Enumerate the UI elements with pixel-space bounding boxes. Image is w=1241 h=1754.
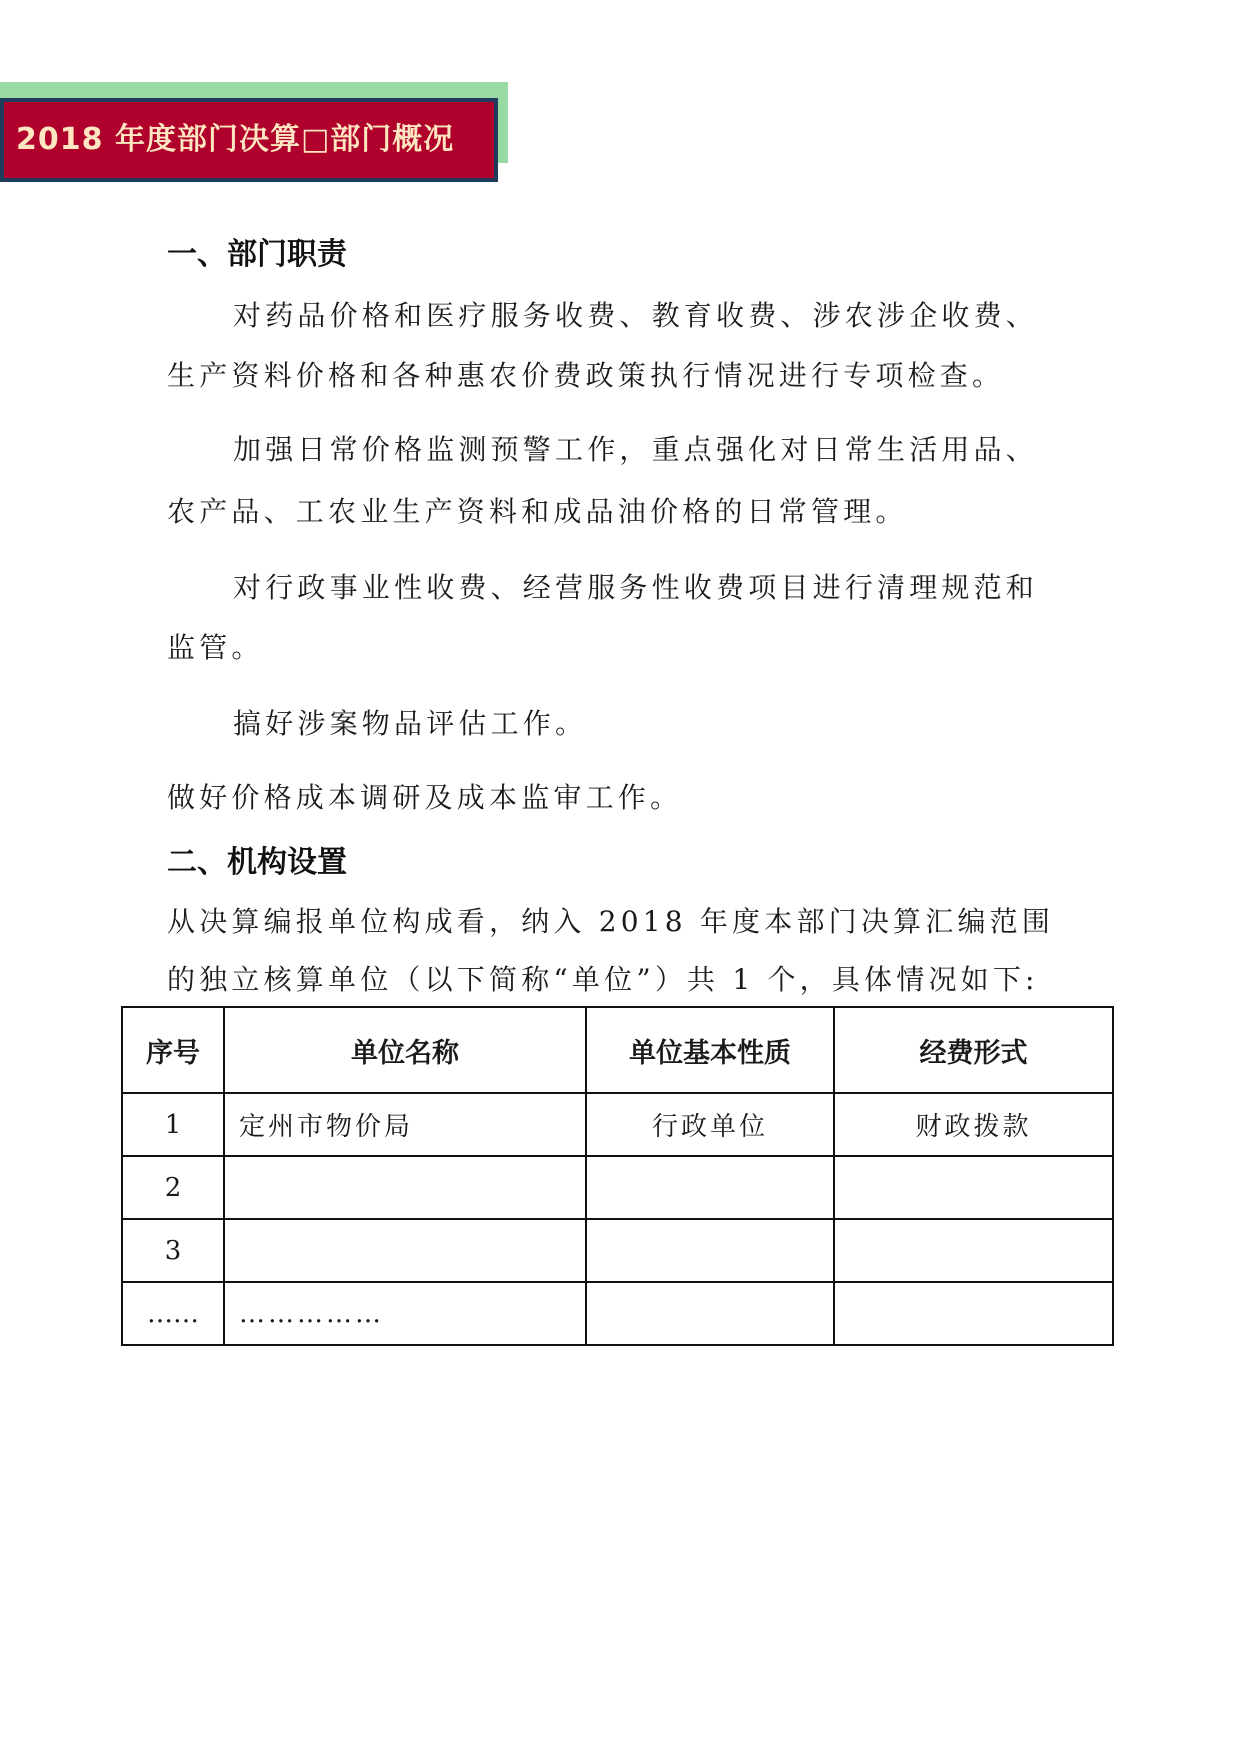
units-table bbox=[121, 1006, 1114, 1346]
paragraph-line: 做好价格成本调研及成本监审工作。 bbox=[167, 781, 683, 814]
cell-unit-nature bbox=[586, 1219, 834, 1282]
title-banner bbox=[0, 98, 498, 182]
table-row bbox=[122, 1282, 1113, 1345]
cell-index: …… bbox=[122, 1282, 224, 1345]
section-heading-organization: 二、机构设置 bbox=[167, 845, 347, 880]
header-funding-form: 经费形式 bbox=[834, 1007, 1113, 1093]
cell-index: 2 bbox=[122, 1156, 224, 1219]
intro-line: 的独立核算单位（以下简称“单位”）共 1 个，具体情况如下: bbox=[167, 963, 1039, 996]
paragraph-line: 搞好涉案物品评估工作。 bbox=[233, 707, 588, 740]
cell-unit-name bbox=[224, 1219, 586, 1282]
cell-funding-form bbox=[834, 1219, 1113, 1282]
table-header-row bbox=[122, 1007, 1113, 1093]
section-heading-duties: 一、部门职责 bbox=[167, 237, 347, 272]
paragraph-line: 生产资料价格和各种惠农价费政策执行情况进行专项检查。 bbox=[167, 359, 1005, 392]
header-index: 序号 bbox=[122, 1007, 224, 1093]
cell-funding-form bbox=[834, 1282, 1113, 1345]
table-row bbox=[122, 1156, 1113, 1219]
cell-unit-nature bbox=[586, 1156, 834, 1219]
header-unit-nature: 单位基本性质 bbox=[586, 1007, 834, 1093]
cell-funding-form: 财政拨款 bbox=[834, 1093, 1113, 1156]
paragraph-line: 对药品价格和医疗服务收费、教育收费、涉农涉企收费、 bbox=[233, 299, 1039, 332]
paragraph-line: 加强日常价格监测预警工作，重点强化对日常生活用品、 bbox=[233, 433, 1039, 466]
cell-unit-nature bbox=[586, 1282, 834, 1345]
cell-unit-name: …………… bbox=[224, 1282, 586, 1345]
cell-index: 3 bbox=[122, 1219, 224, 1282]
cell-unit-nature: 行政单位 bbox=[586, 1093, 834, 1156]
cell-index: 1 bbox=[122, 1093, 224, 1156]
page-title: 2018 年度部门决算□部门概况 bbox=[16, 122, 455, 157]
cell-funding-form bbox=[834, 1156, 1113, 1219]
paragraph-line: 农产品、工农业生产资料和成品油价格的日常管理。 bbox=[167, 495, 908, 528]
intro-line: 从决算编报单位构成看，纳入 2018 年度本部门决算汇编范围 bbox=[167, 905, 1055, 938]
cell-unit-name bbox=[224, 1156, 586, 1219]
paragraph-line: 对行政事业性收费、经营服务性收费项目进行清理规范和 bbox=[233, 571, 1039, 604]
paragraph-line: 监管。 bbox=[167, 631, 264, 664]
header-unit-name: 单位名称 bbox=[224, 1007, 586, 1093]
table-row bbox=[122, 1219, 1113, 1282]
table-row bbox=[122, 1093, 1113, 1156]
cell-unit-name: 定州市物价局 bbox=[224, 1093, 586, 1156]
